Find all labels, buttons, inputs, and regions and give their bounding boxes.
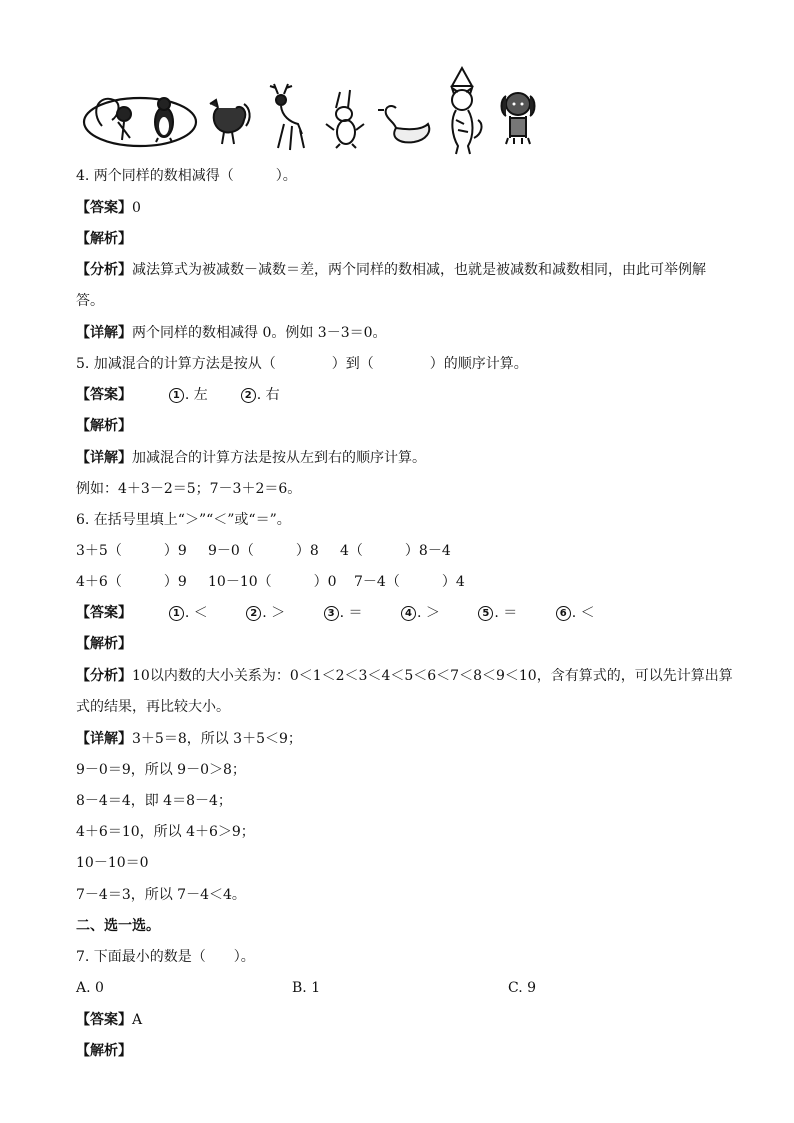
circled-number: 5 [478,606,493,621]
q6-answer-6: 6 . ＜ [556,605,595,621]
q5-answer-line [76,385,280,405]
q6-question: 6. 在括号里填上“＞”“＜”或“＝”。 [76,512,291,528]
q6-answer-line [76,603,595,623]
answer-tag: 【答案】 [76,1012,132,1028]
q6-item: 10－10（ ）0 [208,574,337,590]
rooster-icon [210,100,250,144]
fenxi-tag: 【分析】 [76,668,132,684]
q4-fenxi-text1: 减法算式为被减数－减数＝差，两个同样的数相减，也就是被减数和减数相同，由此可举例解 [132,262,706,278]
q6-fenxi-line2: 式的结果，再比较大小。 [76,699,230,715]
q7-options [76,978,536,998]
q6-item: 9－0（ ）8 [208,543,319,559]
fenxi-tag: 【分析】 [76,262,132,278]
q7-answer: A [132,1012,143,1028]
q6-fenxi-line1 [76,666,733,686]
q6-detail-line1 [76,729,302,749]
q6-answer-2: 2 . ＞ [246,605,285,621]
q6-row1 [76,541,451,561]
q6-detail-line6: 7－4＝3，所以 7－4＜4。 [76,887,246,903]
option-b: B. 1 [292,980,321,996]
circled-number: 2 [246,606,261,621]
circled-number: 3 [324,606,339,621]
q6-answer-1: 1 . ＜ [169,605,208,621]
q6-detail-text: 3＋5＝8，所以 3＋5＜9； [132,731,302,747]
option-a: A. 0 [76,980,104,996]
dog-icon [502,93,535,144]
goose-icon [378,106,429,142]
q6-detail-line5: 10－10＝0 [76,855,149,871]
penguin-icon [155,98,173,142]
q7-analysis-tag [76,1041,132,1061]
q6-item: 4（ ）8－4 [340,543,451,559]
q6-fenxi-text1: 10以内数的大小关系为：0＜1＜2＜3＜4＜5＜6＜7＜8＜9＜10，含有算式的，可以先计算出算 [132,668,733,684]
analysis-tag: 【解析】 [76,231,132,247]
answer-tag: 【答案】 [76,605,132,621]
detail-tag: 【详解】 [76,731,132,747]
circled-number: 4 [401,606,416,621]
circled-number: 1 [169,606,184,621]
q6-answer-5: 5 . ＝ [478,605,517,621]
answer-tag: 【答案】 [76,200,132,216]
q4-answer-line [76,198,141,218]
q6-answer-3: 3 . ＝ [324,605,363,621]
circled-number: 1 [169,388,184,403]
q5-analysis-tag [76,416,132,436]
q6-detail-line2: 9－0＝9，所以 9－0＞8； [76,762,246,778]
q7-question: 7. 下面最小的数是（ ）。 [76,949,255,965]
q5-detail: 加减混合的计算方法是按从左到右的顺序计算。 [132,450,426,466]
detail-tag: 【详解】 [76,325,132,341]
q5-detail-line [76,448,426,468]
animals-illustration [78,64,538,160]
q5-answer-2: 2 . 右 [241,387,280,403]
rabbit-icon [326,90,364,148]
q4-detail-line [76,323,387,343]
q6-item: 7－4（ ）4 [354,574,465,590]
section-title: 二、选一选。 [76,918,160,934]
analysis-tag: 【解析】 [76,418,132,434]
q6-analysis-tag [76,634,132,654]
q4-answer: 0 [132,200,141,216]
q6-detail-line3: 8－4＝4，即 4＝8－4； [76,793,232,809]
q6-answer-4: 4 . ＞ [401,605,440,621]
q6-item: 4＋6（ ）9 [76,574,187,590]
q4-detail: 两个同样的数相减得 0。例如 3－3＝0。 [132,325,387,341]
analysis-tag: 【解析】 [76,636,132,652]
q5-example: 例如：4＋3－2＝5；7－3＋2＝6。 [76,481,302,497]
option-c: C. 9 [508,980,537,996]
detail-tag: 【详解】 [76,450,132,466]
circled-number: 2 [241,388,256,403]
q5-question: 5. 加减混合的计算方法是按从（ ）到（ ）的顺序计算。 [76,356,528,372]
q7-answer-line [76,1010,142,1030]
answer-tag: 【答案】 [76,387,132,403]
group-ellipse [84,98,196,146]
q6-detail-line4: 4＋6＝10，所以 4＋6＞9； [76,824,255,840]
deer-icon [270,84,304,150]
analysis-tag: 【解析】 [76,1043,132,1059]
q4-question: 4. 两个同样的数相减得（ ）。 [76,168,297,184]
q4-fenxi-line2: 答。 [76,293,104,309]
q6-row2 [76,572,465,592]
q6-item: 3＋5（ ）9 [76,543,187,559]
q4-fenxi-line1 [76,260,706,280]
q4-analysis-tag [76,229,132,249]
cat-icon [452,68,481,154]
circled-number: 6 [556,606,571,621]
q5-answer-1: 1 . 左 [169,387,208,403]
